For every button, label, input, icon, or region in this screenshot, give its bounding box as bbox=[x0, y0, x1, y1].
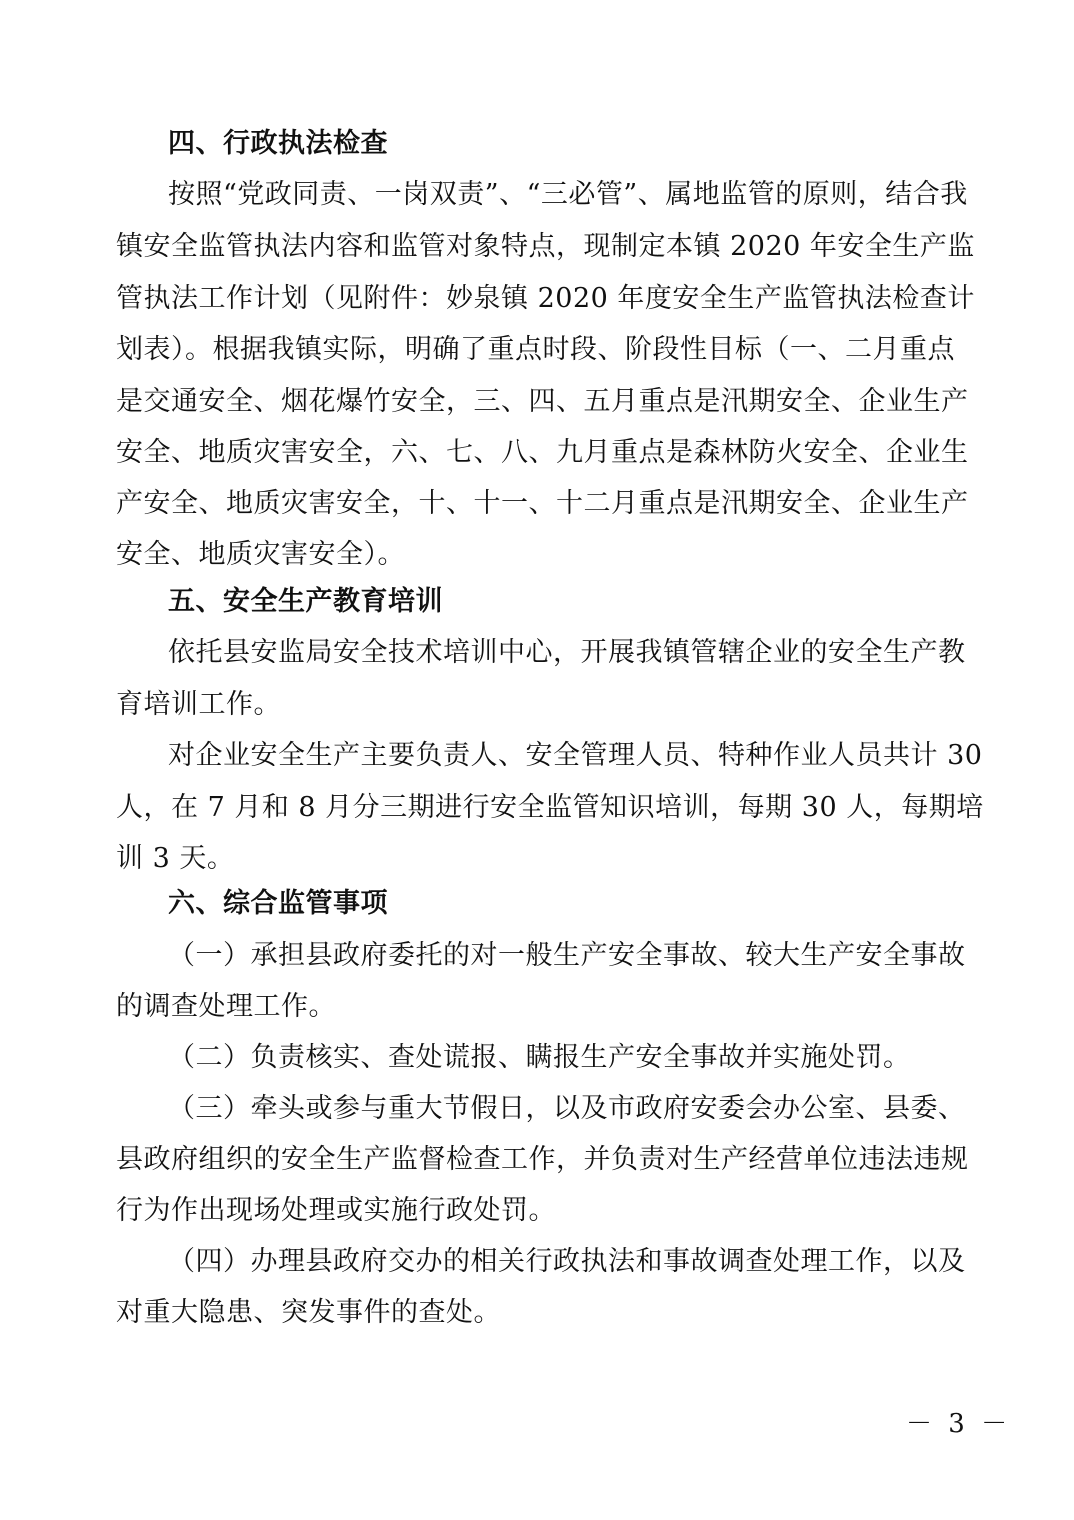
paragraph-line: 按照“党政同责、一岗双责”、“三必管”、属地监管的原则，结合我 bbox=[168, 179, 968, 210]
paragraph-line: 县政府组织的安全生产监督检查工作，并负责对生产经营单位违法违规 bbox=[116, 1144, 969, 1175]
paragraph-line: 是交通安全、烟花爆竹安全，三、四、五月重点是汛期安全、企业生产 bbox=[116, 386, 969, 417]
section-heading-comprehensive-supervision: 六、综合监管事项 bbox=[168, 888, 388, 919]
paragraph-line: 镇安全监管执法内容和监管对象特点，现制定本镇 2020 年安全生产监 bbox=[116, 231, 975, 262]
paragraph-line: 安全、地质灾害安全，六、七、八、九月重点是森林防火安全、企业生 bbox=[116, 437, 969, 468]
paragraph-line: 人，在 7 月和 8 月分三期进行安全监管知识培训，每期 30 人，每期培 bbox=[116, 792, 984, 823]
paragraph-line: 管执法工作计划（见附件：妙泉镇 2020 年度安全生产监管执法检查计 bbox=[116, 283, 975, 314]
paragraph-line: 对企业安全生产主要负责人、安全管理人员、特种作业人员共计 30 bbox=[168, 740, 983, 771]
paragraph-line: （二）负责核实、查处谎报、瞒报生产安全事故并实施处罚。 bbox=[168, 1042, 911, 1073]
paragraph-line: 的调查处理工作。 bbox=[116, 991, 336, 1022]
paragraph-line: （一）承担县政府委托的对一般生产安全事故、较大生产安全事故 bbox=[168, 940, 966, 971]
paragraph-line: 依托县安监局安全技术培训中心，开展我镇管辖企业的安全生产教 bbox=[168, 637, 966, 668]
paragraph-line: 产安全、地质灾害安全，十、十一、十二月重点是汛期安全、企业生产 bbox=[116, 488, 969, 519]
paragraph-line: 划表）。根据我镇实际，明确了重点时段、阶段性目标（一、二月重点 bbox=[116, 334, 955, 365]
paragraph-line: 对重大隐患、突发事件的查处。 bbox=[116, 1297, 501, 1328]
paragraph-line: （四）办理县政府交办的相关行政执法和事故调查处理工作，以及 bbox=[168, 1246, 966, 1277]
paragraph-line: （三）牵头或参与重大节假日，以及市政府安委会办公室、县委、 bbox=[168, 1093, 966, 1124]
paragraph-line: 训 3 天。 bbox=[116, 843, 235, 874]
paragraph-line: 行为作出现场处理或实施行政处罚。 bbox=[116, 1195, 556, 1226]
section-heading-safety-training: 五、安全生产教育培训 bbox=[168, 586, 443, 617]
paragraph-line: 育培训工作。 bbox=[116, 689, 281, 720]
paragraph-line: 安全、地质灾害安全）。 bbox=[116, 539, 405, 570]
section-heading-administrative-enforcement: 四、行政执法检查 bbox=[168, 128, 388, 159]
page-number: － 3 － bbox=[906, 1409, 1012, 1439]
